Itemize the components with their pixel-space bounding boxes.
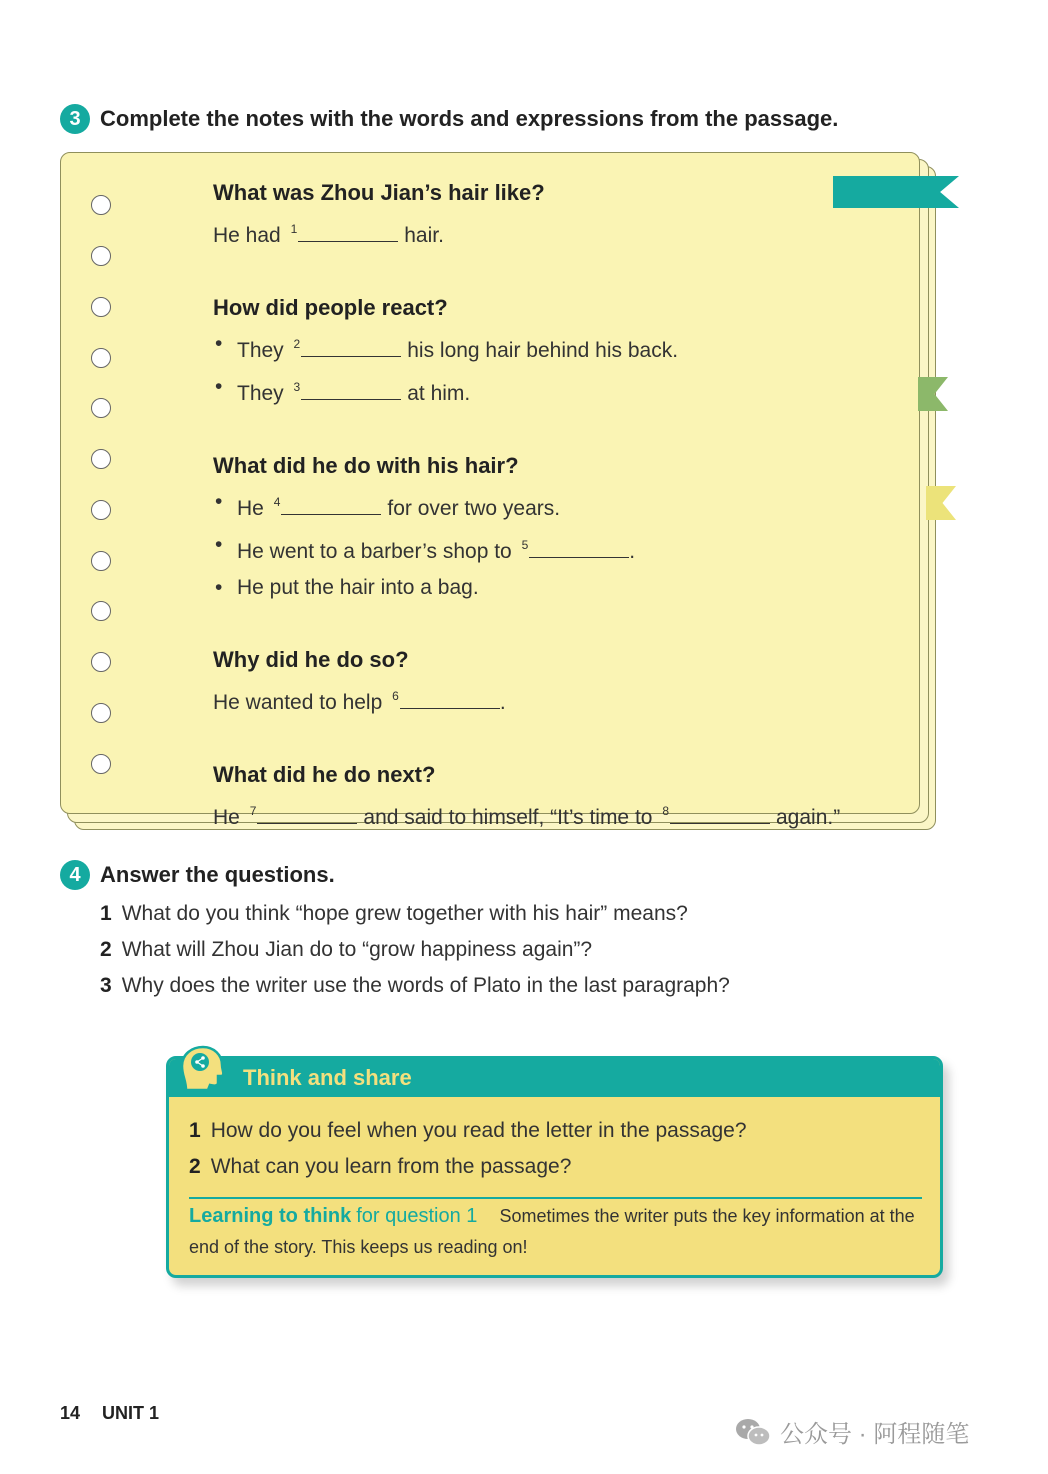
answer-blank-1[interactable] xyxy=(298,223,398,242)
watermark-text: 公众号 · 阿程随笔 xyxy=(780,1421,970,1448)
binder-ring-icon xyxy=(91,246,111,266)
note-text: They xyxy=(237,339,284,362)
unit-label: UNIT 1 xyxy=(102,1403,160,1423)
binder-ring-icon xyxy=(91,703,111,723)
divider xyxy=(189,1197,922,1199)
note-bullet xyxy=(213,484,840,527)
note-text: . xyxy=(629,540,636,563)
exercise-title: Complete the notes with the words and expressions from the passage. xyxy=(100,106,839,131)
binder-ring-icon xyxy=(91,297,111,317)
binder-ring-icon xyxy=(91,551,111,571)
note-text: He xyxy=(237,497,264,520)
note-text: He xyxy=(213,806,240,829)
answer-blank-2[interactable] xyxy=(301,338,401,357)
note-bullet: • He put the hair into a bag. xyxy=(213,570,840,606)
tip-heading: Learning to think xyxy=(189,1205,352,1227)
note-text: He went to a barber’s shop to xyxy=(237,540,512,563)
answer-blank-4[interactable] xyxy=(281,496,381,515)
exercise-number-badge: 3 xyxy=(60,104,90,134)
list-item: 2 What can you learn from the passage? xyxy=(189,1155,572,1178)
notes-notebook xyxy=(60,152,936,830)
note-text: again.” xyxy=(776,806,841,829)
binder-ring-icon xyxy=(91,754,111,774)
blank-number: 6 xyxy=(392,689,399,703)
exercise-4-heading xyxy=(60,860,335,890)
answer-blank-8[interactable] xyxy=(670,805,770,824)
blank-number: 3 xyxy=(293,380,301,394)
binder-ring-icon xyxy=(91,449,111,469)
binder-ring-icon xyxy=(91,601,111,621)
list-item: 1 How do you feel when you read the letter in the passage? xyxy=(189,1119,747,1142)
bookmark-tab-teal xyxy=(833,176,959,208)
watermark xyxy=(734,1414,969,1449)
note-text: at him. xyxy=(407,382,471,405)
blank-number: 8 xyxy=(662,804,669,818)
binder-ring-icon xyxy=(91,348,111,368)
answer-blank-6[interactable] xyxy=(400,690,500,709)
note-bullet xyxy=(213,369,840,412)
note-line xyxy=(213,678,840,721)
note-text: for over two years. xyxy=(387,497,561,520)
note-question: How did people react? xyxy=(213,295,448,320)
note-question: What did he do next? xyxy=(213,762,436,787)
think-and-share-title: Think and share xyxy=(243,1065,412,1090)
page-number: 14 xyxy=(60,1403,81,1423)
note-text: They xyxy=(237,382,284,405)
answer-questions-list xyxy=(100,896,730,1004)
note-bullet xyxy=(213,326,840,369)
note-line xyxy=(213,793,840,836)
wechat-icon xyxy=(734,1417,772,1447)
binder-ring-icon xyxy=(91,398,111,418)
tip-text: Sometimes the writer puts the key information at the end of the story. This keeps us reading on! xyxy=(189,1206,915,1257)
note-line xyxy=(213,211,840,254)
list-item: 3 Why does the writer use the words of Plato in the last paragraph? xyxy=(100,974,730,997)
binder-ring-icon xyxy=(91,500,111,520)
notebook-front-page xyxy=(60,152,920,829)
note-text: his long hair behind his back. xyxy=(407,339,679,362)
note-text: He had xyxy=(213,224,281,247)
list-item: 1 What do you think “hope grew together with his hair” means? xyxy=(100,902,688,925)
note-text: hair. xyxy=(404,224,444,247)
learning-tip xyxy=(189,1201,929,1263)
head-share-icon xyxy=(178,1044,226,1094)
think-questions xyxy=(189,1113,747,1185)
exercise-3-heading xyxy=(60,104,838,134)
note-bullet xyxy=(213,527,840,570)
notes-content xyxy=(213,175,840,836)
note-question: Why did he do so? xyxy=(213,647,409,672)
exercise-title: Answer the questions. xyxy=(100,862,335,887)
note-question: What was Zhou Jian’s hair like? xyxy=(213,180,545,205)
bookmark-tab-green xyxy=(918,377,948,411)
blank-number: 2 xyxy=(293,337,301,351)
blank-number: 1 xyxy=(290,222,298,236)
answer-blank-5[interactable] xyxy=(529,539,629,558)
think-and-share-box xyxy=(166,1056,943,1278)
binder-ring-icon xyxy=(91,195,111,215)
blank-number: 4 xyxy=(273,495,281,509)
list-item: 2 What will Zhou Jian do to “grow happiness again”? xyxy=(100,938,593,961)
note-text: and said to himself, “It’s time to xyxy=(363,806,653,829)
blank-number: 5 xyxy=(521,538,529,552)
tip-for: for question 1 xyxy=(356,1205,478,1227)
blank-number: 7 xyxy=(249,804,257,818)
answer-blank-3[interactable] xyxy=(301,381,401,400)
binder-ring-icon xyxy=(91,652,111,672)
note-text: . xyxy=(499,691,506,714)
page-footer xyxy=(60,1403,159,1424)
bookmark-tab-yellow xyxy=(926,486,956,520)
note-question: What did he do with his hair? xyxy=(213,453,519,478)
exercise-number-badge: 4 xyxy=(60,860,90,890)
answer-blank-7[interactable] xyxy=(257,805,357,824)
think-and-share-header xyxy=(169,1059,940,1097)
note-text: He wanted to help xyxy=(213,691,383,714)
